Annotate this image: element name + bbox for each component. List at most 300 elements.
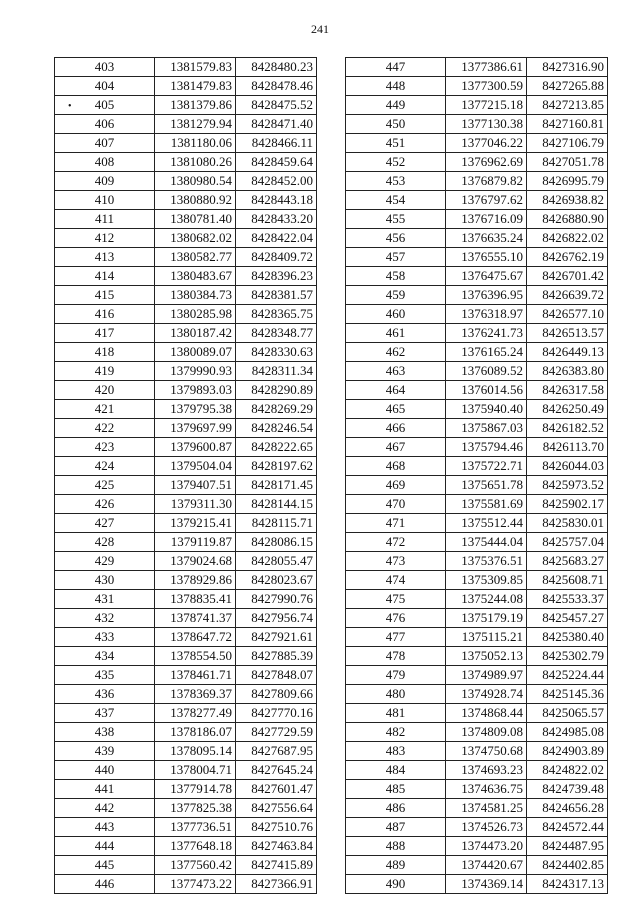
x-coordinate-cell: 1376716.09 xyxy=(446,210,527,229)
table-row xyxy=(346,210,608,229)
y-coordinate-cell: 8426577.10 xyxy=(527,305,608,324)
point-number-cell: 438 xyxy=(55,723,155,742)
point-number-cell: 440 xyxy=(55,761,155,780)
point-number-cell: 437 xyxy=(55,704,155,723)
point-number-cell: 452 xyxy=(346,153,446,172)
y-coordinate-cell: 8427990.76 xyxy=(236,590,317,609)
point-number-cell: 405 xyxy=(55,96,155,115)
point-number-cell: 444 xyxy=(55,837,155,856)
x-coordinate-cell: 1379504.04 xyxy=(155,457,236,476)
table-row xyxy=(346,77,608,96)
table-row xyxy=(346,476,608,495)
point-number-cell: 485 xyxy=(346,780,446,799)
table-row xyxy=(55,267,317,286)
table-row xyxy=(55,172,317,191)
point-number-cell: 465 xyxy=(346,400,446,419)
point-number-cell: 413 xyxy=(55,248,155,267)
table-row xyxy=(55,666,317,685)
y-coordinate-cell: 8424739.48 xyxy=(527,780,608,799)
point-number-cell: 446 xyxy=(55,875,155,894)
x-coordinate-cell: 1379407.51 xyxy=(155,476,236,495)
y-coordinate-cell: 8426880.90 xyxy=(527,210,608,229)
x-coordinate-cell: 1375512.44 xyxy=(446,514,527,533)
y-coordinate-cell: 8425973.52 xyxy=(527,476,608,495)
y-coordinate-cell: 8426182.52 xyxy=(527,419,608,438)
table-row xyxy=(346,647,608,666)
x-coordinate-cell: 1380384.73 xyxy=(155,286,236,305)
x-coordinate-cell: 1379024.68 xyxy=(155,552,236,571)
x-coordinate-cell: 1376241.73 xyxy=(446,324,527,343)
table-row xyxy=(346,495,608,514)
point-number-cell: 416 xyxy=(55,305,155,324)
table-row xyxy=(55,96,317,115)
table-row xyxy=(346,286,608,305)
y-coordinate-cell: 8427687.95 xyxy=(236,742,317,761)
point-number-cell: 404 xyxy=(55,77,155,96)
x-coordinate-cell: 1378369.37 xyxy=(155,685,236,704)
y-coordinate-cell: 8428422.04 xyxy=(236,229,317,248)
point-number-cell: 451 xyxy=(346,134,446,153)
point-number-cell: 418 xyxy=(55,343,155,362)
point-number-cell: 483 xyxy=(346,742,446,761)
y-coordinate-cell: 8428443.18 xyxy=(236,191,317,210)
point-number-cell: 463 xyxy=(346,362,446,381)
y-coordinate-cell: 8427729.59 xyxy=(236,723,317,742)
y-coordinate-cell: 8424487.95 xyxy=(527,837,608,856)
point-number-cell: 414 xyxy=(55,267,155,286)
table-row xyxy=(55,476,317,495)
x-coordinate-cell: 1379600.87 xyxy=(155,438,236,457)
point-number-cell: 429 xyxy=(55,552,155,571)
x-coordinate-cell: 1375651.78 xyxy=(446,476,527,495)
y-coordinate-cell: 8428023.67 xyxy=(236,571,317,590)
x-coordinate-cell: 1374809.08 xyxy=(446,723,527,742)
table-row xyxy=(346,818,608,837)
table-row xyxy=(55,609,317,628)
y-coordinate-cell: 8428480.23 xyxy=(236,58,317,77)
point-number-cell: 435 xyxy=(55,666,155,685)
x-coordinate-cell: 1377046.22 xyxy=(446,134,527,153)
point-number-cell: 426 xyxy=(55,495,155,514)
table-row xyxy=(55,742,317,761)
x-coordinate-cell: 1378461.71 xyxy=(155,666,236,685)
table-row xyxy=(346,58,608,77)
x-coordinate-cell: 1379893.03 xyxy=(155,381,236,400)
table-row xyxy=(346,381,608,400)
y-coordinate-cell: 8428311.34 xyxy=(236,362,317,381)
y-coordinate-cell: 8425145.36 xyxy=(527,685,608,704)
point-number-cell: 480 xyxy=(346,685,446,704)
x-coordinate-cell: 1377560.42 xyxy=(155,856,236,875)
y-coordinate-cell: 8425224.44 xyxy=(527,666,608,685)
x-coordinate-cell: 1379215.41 xyxy=(155,514,236,533)
x-coordinate-cell: 1379119.87 xyxy=(155,533,236,552)
table-row xyxy=(346,153,608,172)
x-coordinate-cell: 1381279.94 xyxy=(155,115,236,134)
table-row xyxy=(346,780,608,799)
table-row xyxy=(55,191,317,210)
point-number-cell: 408 xyxy=(55,153,155,172)
x-coordinate-cell: 1377736.51 xyxy=(155,818,236,837)
point-number-cell: 470 xyxy=(346,495,446,514)
x-coordinate-cell: 1381479.83 xyxy=(155,77,236,96)
point-number-cell: 466 xyxy=(346,419,446,438)
y-coordinate-cell: 8424317.13 xyxy=(527,875,608,894)
x-coordinate-cell: 1375940.40 xyxy=(446,400,527,419)
x-coordinate-cell: 1381180.06 xyxy=(155,134,236,153)
y-coordinate-cell: 8428222.65 xyxy=(236,438,317,457)
y-coordinate-cell: 8427415.89 xyxy=(236,856,317,875)
y-coordinate-cell: 8427213.85 xyxy=(527,96,608,115)
table-row xyxy=(346,134,608,153)
x-coordinate-cell: 1378929.86 xyxy=(155,571,236,590)
x-coordinate-cell: 1375115.21 xyxy=(446,628,527,647)
point-number-cell: 468 xyxy=(346,457,446,476)
y-coordinate-cell: 8428269.29 xyxy=(236,400,317,419)
point-number-cell: 436 xyxy=(55,685,155,704)
point-number-cell: 419 xyxy=(55,362,155,381)
point-number-cell: 445 xyxy=(55,856,155,875)
table-row xyxy=(55,305,317,324)
x-coordinate-cell: 1375722.71 xyxy=(446,457,527,476)
y-coordinate-cell: 8428396.23 xyxy=(236,267,317,286)
y-coordinate-cell: 8427770.16 xyxy=(236,704,317,723)
table-row xyxy=(346,457,608,476)
coordinates-table-right xyxy=(345,57,608,894)
x-coordinate-cell: 1374526.73 xyxy=(446,818,527,837)
point-number-cell: 415 xyxy=(55,286,155,305)
y-coordinate-cell: 8428330.63 xyxy=(236,343,317,362)
y-coordinate-cell: 8426513.57 xyxy=(527,324,608,343)
table-row xyxy=(55,438,317,457)
point-number-cell: 424 xyxy=(55,457,155,476)
table-row xyxy=(346,590,608,609)
y-coordinate-cell: 8428086.15 xyxy=(236,533,317,552)
table-row xyxy=(346,799,608,818)
x-coordinate-cell: 1374420.67 xyxy=(446,856,527,875)
x-coordinate-cell: 1375244.08 xyxy=(446,590,527,609)
point-number-cell: 458 xyxy=(346,267,446,286)
y-coordinate-cell: 8427921.61 xyxy=(236,628,317,647)
point-number-cell: 434 xyxy=(55,647,155,666)
y-coordinate-cell: 8427463.84 xyxy=(236,837,317,856)
x-coordinate-cell: 1376318.97 xyxy=(446,305,527,324)
bullet-mark: • xyxy=(68,101,72,112)
point-number-cell: 486 xyxy=(346,799,446,818)
x-coordinate-cell: 1379697.99 xyxy=(155,419,236,438)
y-coordinate-cell: 8427316.90 xyxy=(527,58,608,77)
x-coordinate-cell: 1377473.22 xyxy=(155,875,236,894)
table-row xyxy=(346,438,608,457)
y-coordinate-cell: 8428365.75 xyxy=(236,305,317,324)
x-coordinate-cell: 1376797.62 xyxy=(446,191,527,210)
table-row xyxy=(346,837,608,856)
point-number-cell: 471 xyxy=(346,514,446,533)
x-coordinate-cell: 1378647.72 xyxy=(155,628,236,647)
y-coordinate-cell: 8426762.19 xyxy=(527,248,608,267)
table-row xyxy=(346,96,608,115)
point-number-cell: 406 xyxy=(55,115,155,134)
table-row xyxy=(55,780,317,799)
y-coordinate-cell: 8428171.45 xyxy=(236,476,317,495)
y-coordinate-cell: 8428381.57 xyxy=(236,286,317,305)
y-coordinate-cell: 8428115.71 xyxy=(236,514,317,533)
x-coordinate-cell: 1375581.69 xyxy=(446,495,527,514)
y-coordinate-cell: 8426701.42 xyxy=(527,267,608,286)
x-coordinate-cell: 1377386.61 xyxy=(446,58,527,77)
table-row xyxy=(55,457,317,476)
point-number-cell: 422 xyxy=(55,419,155,438)
x-coordinate-cell: 1377300.59 xyxy=(446,77,527,96)
table-row xyxy=(55,571,317,590)
table-row xyxy=(346,400,608,419)
point-number-cell: 481 xyxy=(346,704,446,723)
x-coordinate-cell: 1375376.51 xyxy=(446,552,527,571)
y-coordinate-cell: 8428466.11 xyxy=(236,134,317,153)
table-row xyxy=(55,533,317,552)
table-row xyxy=(346,666,608,685)
y-coordinate-cell: 8426044.03 xyxy=(527,457,608,476)
y-coordinate-cell: 8426639.72 xyxy=(527,286,608,305)
point-number-cell: 462 xyxy=(346,343,446,362)
table-row xyxy=(346,704,608,723)
point-number-cell: 455 xyxy=(346,210,446,229)
y-coordinate-cell: 8428290.89 xyxy=(236,381,317,400)
point-number-cell: 442 xyxy=(55,799,155,818)
table-row xyxy=(55,248,317,267)
table-row xyxy=(55,153,317,172)
point-number-cell: 430 xyxy=(55,571,155,590)
x-coordinate-cell: 1375052.13 xyxy=(446,647,527,666)
x-coordinate-cell: 1380187.42 xyxy=(155,324,236,343)
y-coordinate-cell: 8428055.47 xyxy=(236,552,317,571)
y-coordinate-cell: 8425065.57 xyxy=(527,704,608,723)
y-coordinate-cell: 8427051.78 xyxy=(527,153,608,172)
table-row xyxy=(55,419,317,438)
y-coordinate-cell: 8425533.37 xyxy=(527,590,608,609)
y-coordinate-cell: 8426317.58 xyxy=(527,381,608,400)
table-row xyxy=(346,628,608,647)
point-number-cell: 454 xyxy=(346,191,446,210)
table-row xyxy=(346,419,608,438)
table-row xyxy=(346,267,608,286)
x-coordinate-cell: 1379311.30 xyxy=(155,495,236,514)
y-coordinate-cell: 8427645.24 xyxy=(236,761,317,780)
y-coordinate-cell: 8427848.07 xyxy=(236,666,317,685)
table-row xyxy=(346,172,608,191)
point-number-cell: 477 xyxy=(346,628,446,647)
x-coordinate-cell: 1378554.50 xyxy=(155,647,236,666)
table-row xyxy=(55,856,317,875)
x-coordinate-cell: 1378277.49 xyxy=(155,704,236,723)
point-number-cell: 448 xyxy=(346,77,446,96)
y-coordinate-cell: 8425830.01 xyxy=(527,514,608,533)
x-coordinate-cell: 1380781.40 xyxy=(155,210,236,229)
y-coordinate-cell: 8426449.13 xyxy=(527,343,608,362)
x-coordinate-cell: 1380483.67 xyxy=(155,267,236,286)
table-row xyxy=(55,628,317,647)
table-row xyxy=(55,134,317,153)
y-coordinate-cell: 8425457.27 xyxy=(527,609,608,628)
x-coordinate-cell: 1375794.46 xyxy=(446,438,527,457)
table-row xyxy=(55,58,317,77)
point-number-cell: 482 xyxy=(346,723,446,742)
table-row xyxy=(346,115,608,134)
y-coordinate-cell: 8424985.08 xyxy=(527,723,608,742)
y-coordinate-cell: 8428409.72 xyxy=(236,248,317,267)
point-number-cell: 475 xyxy=(346,590,446,609)
point-number-cell: 428 xyxy=(55,533,155,552)
point-number-cell: 476 xyxy=(346,609,446,628)
table-row xyxy=(55,286,317,305)
table-row xyxy=(55,723,317,742)
x-coordinate-cell: 1377648.18 xyxy=(155,837,236,856)
x-coordinate-cell: 1378004.71 xyxy=(155,761,236,780)
x-coordinate-cell: 1378186.07 xyxy=(155,723,236,742)
table-row xyxy=(55,77,317,96)
table-row xyxy=(55,210,317,229)
table-row xyxy=(346,685,608,704)
y-coordinate-cell: 8428478.46 xyxy=(236,77,317,96)
y-coordinate-cell: 8428471.40 xyxy=(236,115,317,134)
point-number-cell: 488 xyxy=(346,837,446,856)
point-number-cell: 457 xyxy=(346,248,446,267)
y-coordinate-cell: 8424903.89 xyxy=(527,742,608,761)
y-coordinate-cell: 8424822.02 xyxy=(527,761,608,780)
y-coordinate-cell: 8428348.77 xyxy=(236,324,317,343)
y-coordinate-cell: 8427160.81 xyxy=(527,115,608,134)
y-coordinate-cell: 8428459.64 xyxy=(236,153,317,172)
x-coordinate-cell: 1375867.03 xyxy=(446,419,527,438)
y-coordinate-cell: 8428197.62 xyxy=(236,457,317,476)
point-number-cell: 467 xyxy=(346,438,446,457)
table-row xyxy=(346,533,608,552)
x-coordinate-cell: 1374473.20 xyxy=(446,837,527,856)
x-coordinate-cell: 1379795.38 xyxy=(155,400,236,419)
table-row xyxy=(346,324,608,343)
x-coordinate-cell: 1381080.26 xyxy=(155,153,236,172)
point-number-cell: 478 xyxy=(346,647,446,666)
y-coordinate-cell: 8428246.54 xyxy=(236,419,317,438)
x-coordinate-cell: 1376089.52 xyxy=(446,362,527,381)
x-coordinate-cell: 1377914.78 xyxy=(155,780,236,799)
point-number-cell: 433 xyxy=(55,628,155,647)
point-number-cell: 461 xyxy=(346,324,446,343)
y-coordinate-cell: 8425757.04 xyxy=(527,533,608,552)
x-coordinate-cell: 1374693.23 xyxy=(446,761,527,780)
y-coordinate-cell: 8426938.82 xyxy=(527,191,608,210)
table-row xyxy=(55,875,317,894)
x-coordinate-cell: 1380880.92 xyxy=(155,191,236,210)
point-number-cell: 421 xyxy=(55,400,155,419)
point-number-cell: 450 xyxy=(346,115,446,134)
x-coordinate-cell: 1376962.69 xyxy=(446,153,527,172)
point-number-cell: 474 xyxy=(346,571,446,590)
x-coordinate-cell: 1376396.95 xyxy=(446,286,527,305)
x-coordinate-cell: 1380682.02 xyxy=(155,229,236,248)
x-coordinate-cell: 1375309.85 xyxy=(446,571,527,590)
table-row xyxy=(346,609,608,628)
point-number-cell: 403 xyxy=(55,58,155,77)
table-row xyxy=(346,229,608,248)
table-row xyxy=(346,514,608,533)
y-coordinate-cell: 8424402.85 xyxy=(527,856,608,875)
table-row xyxy=(346,875,608,894)
x-coordinate-cell: 1381379.86 xyxy=(155,96,236,115)
x-coordinate-cell: 1380089.07 xyxy=(155,343,236,362)
point-number-cell: 420 xyxy=(55,381,155,400)
y-coordinate-cell: 8424572.44 xyxy=(527,818,608,837)
x-coordinate-cell: 1376165.24 xyxy=(446,343,527,362)
x-coordinate-cell: 1375444.04 xyxy=(446,533,527,552)
point-number-cell: 489 xyxy=(346,856,446,875)
x-coordinate-cell: 1378741.37 xyxy=(155,609,236,628)
point-number-cell: 441 xyxy=(55,780,155,799)
point-number-cell: 412 xyxy=(55,229,155,248)
point-number-cell: 479 xyxy=(346,666,446,685)
y-coordinate-cell: 8427265.88 xyxy=(527,77,608,96)
table-row xyxy=(55,324,317,343)
point-number-cell: 460 xyxy=(346,305,446,324)
x-coordinate-cell: 1376635.24 xyxy=(446,229,527,248)
table-row xyxy=(346,191,608,210)
y-coordinate-cell: 8425902.17 xyxy=(527,495,608,514)
point-number-cell: 439 xyxy=(55,742,155,761)
coordinates-table-left xyxy=(54,57,317,894)
y-coordinate-cell: 8427556.64 xyxy=(236,799,317,818)
page-number: 241 xyxy=(311,22,329,36)
table-row xyxy=(55,381,317,400)
point-number-cell: 407 xyxy=(55,134,155,153)
point-number-cell: 449 xyxy=(346,96,446,115)
y-coordinate-cell: 8425683.27 xyxy=(527,552,608,571)
table-row xyxy=(346,742,608,761)
point-number-cell: 464 xyxy=(346,381,446,400)
y-coordinate-cell: 8425302.79 xyxy=(527,647,608,666)
x-coordinate-cell: 1374581.25 xyxy=(446,799,527,818)
point-number-cell: 431 xyxy=(55,590,155,609)
table-row xyxy=(55,400,317,419)
point-number-cell: 453 xyxy=(346,172,446,191)
table-row xyxy=(346,856,608,875)
point-number-cell: 427 xyxy=(55,514,155,533)
x-coordinate-cell: 1380980.54 xyxy=(155,172,236,191)
table-row xyxy=(346,362,608,381)
point-number-cell: 423 xyxy=(55,438,155,457)
table-row xyxy=(346,248,608,267)
y-coordinate-cell: 8426822.02 xyxy=(527,229,608,248)
y-coordinate-cell: 8428144.15 xyxy=(236,495,317,514)
x-coordinate-cell: 1376879.82 xyxy=(446,172,527,191)
table-row xyxy=(55,343,317,362)
point-number-cell: 469 xyxy=(346,476,446,495)
y-coordinate-cell: 8428452.00 xyxy=(236,172,317,191)
point-number-cell: 472 xyxy=(346,533,446,552)
table-row xyxy=(346,305,608,324)
x-coordinate-cell: 1374636.75 xyxy=(446,780,527,799)
x-coordinate-cell: 1374989.97 xyxy=(446,666,527,685)
point-number-cell: 490 xyxy=(346,875,446,894)
x-coordinate-cell: 1374928.74 xyxy=(446,685,527,704)
y-coordinate-cell: 8426113.70 xyxy=(527,438,608,457)
y-coordinate-cell: 8426383.80 xyxy=(527,362,608,381)
y-coordinate-cell: 8426995.79 xyxy=(527,172,608,191)
x-coordinate-cell: 1381579.83 xyxy=(155,58,236,77)
table-row xyxy=(55,647,317,666)
table-row xyxy=(55,514,317,533)
y-coordinate-cell: 8427956.74 xyxy=(236,609,317,628)
point-number-cell: 411 xyxy=(55,210,155,229)
